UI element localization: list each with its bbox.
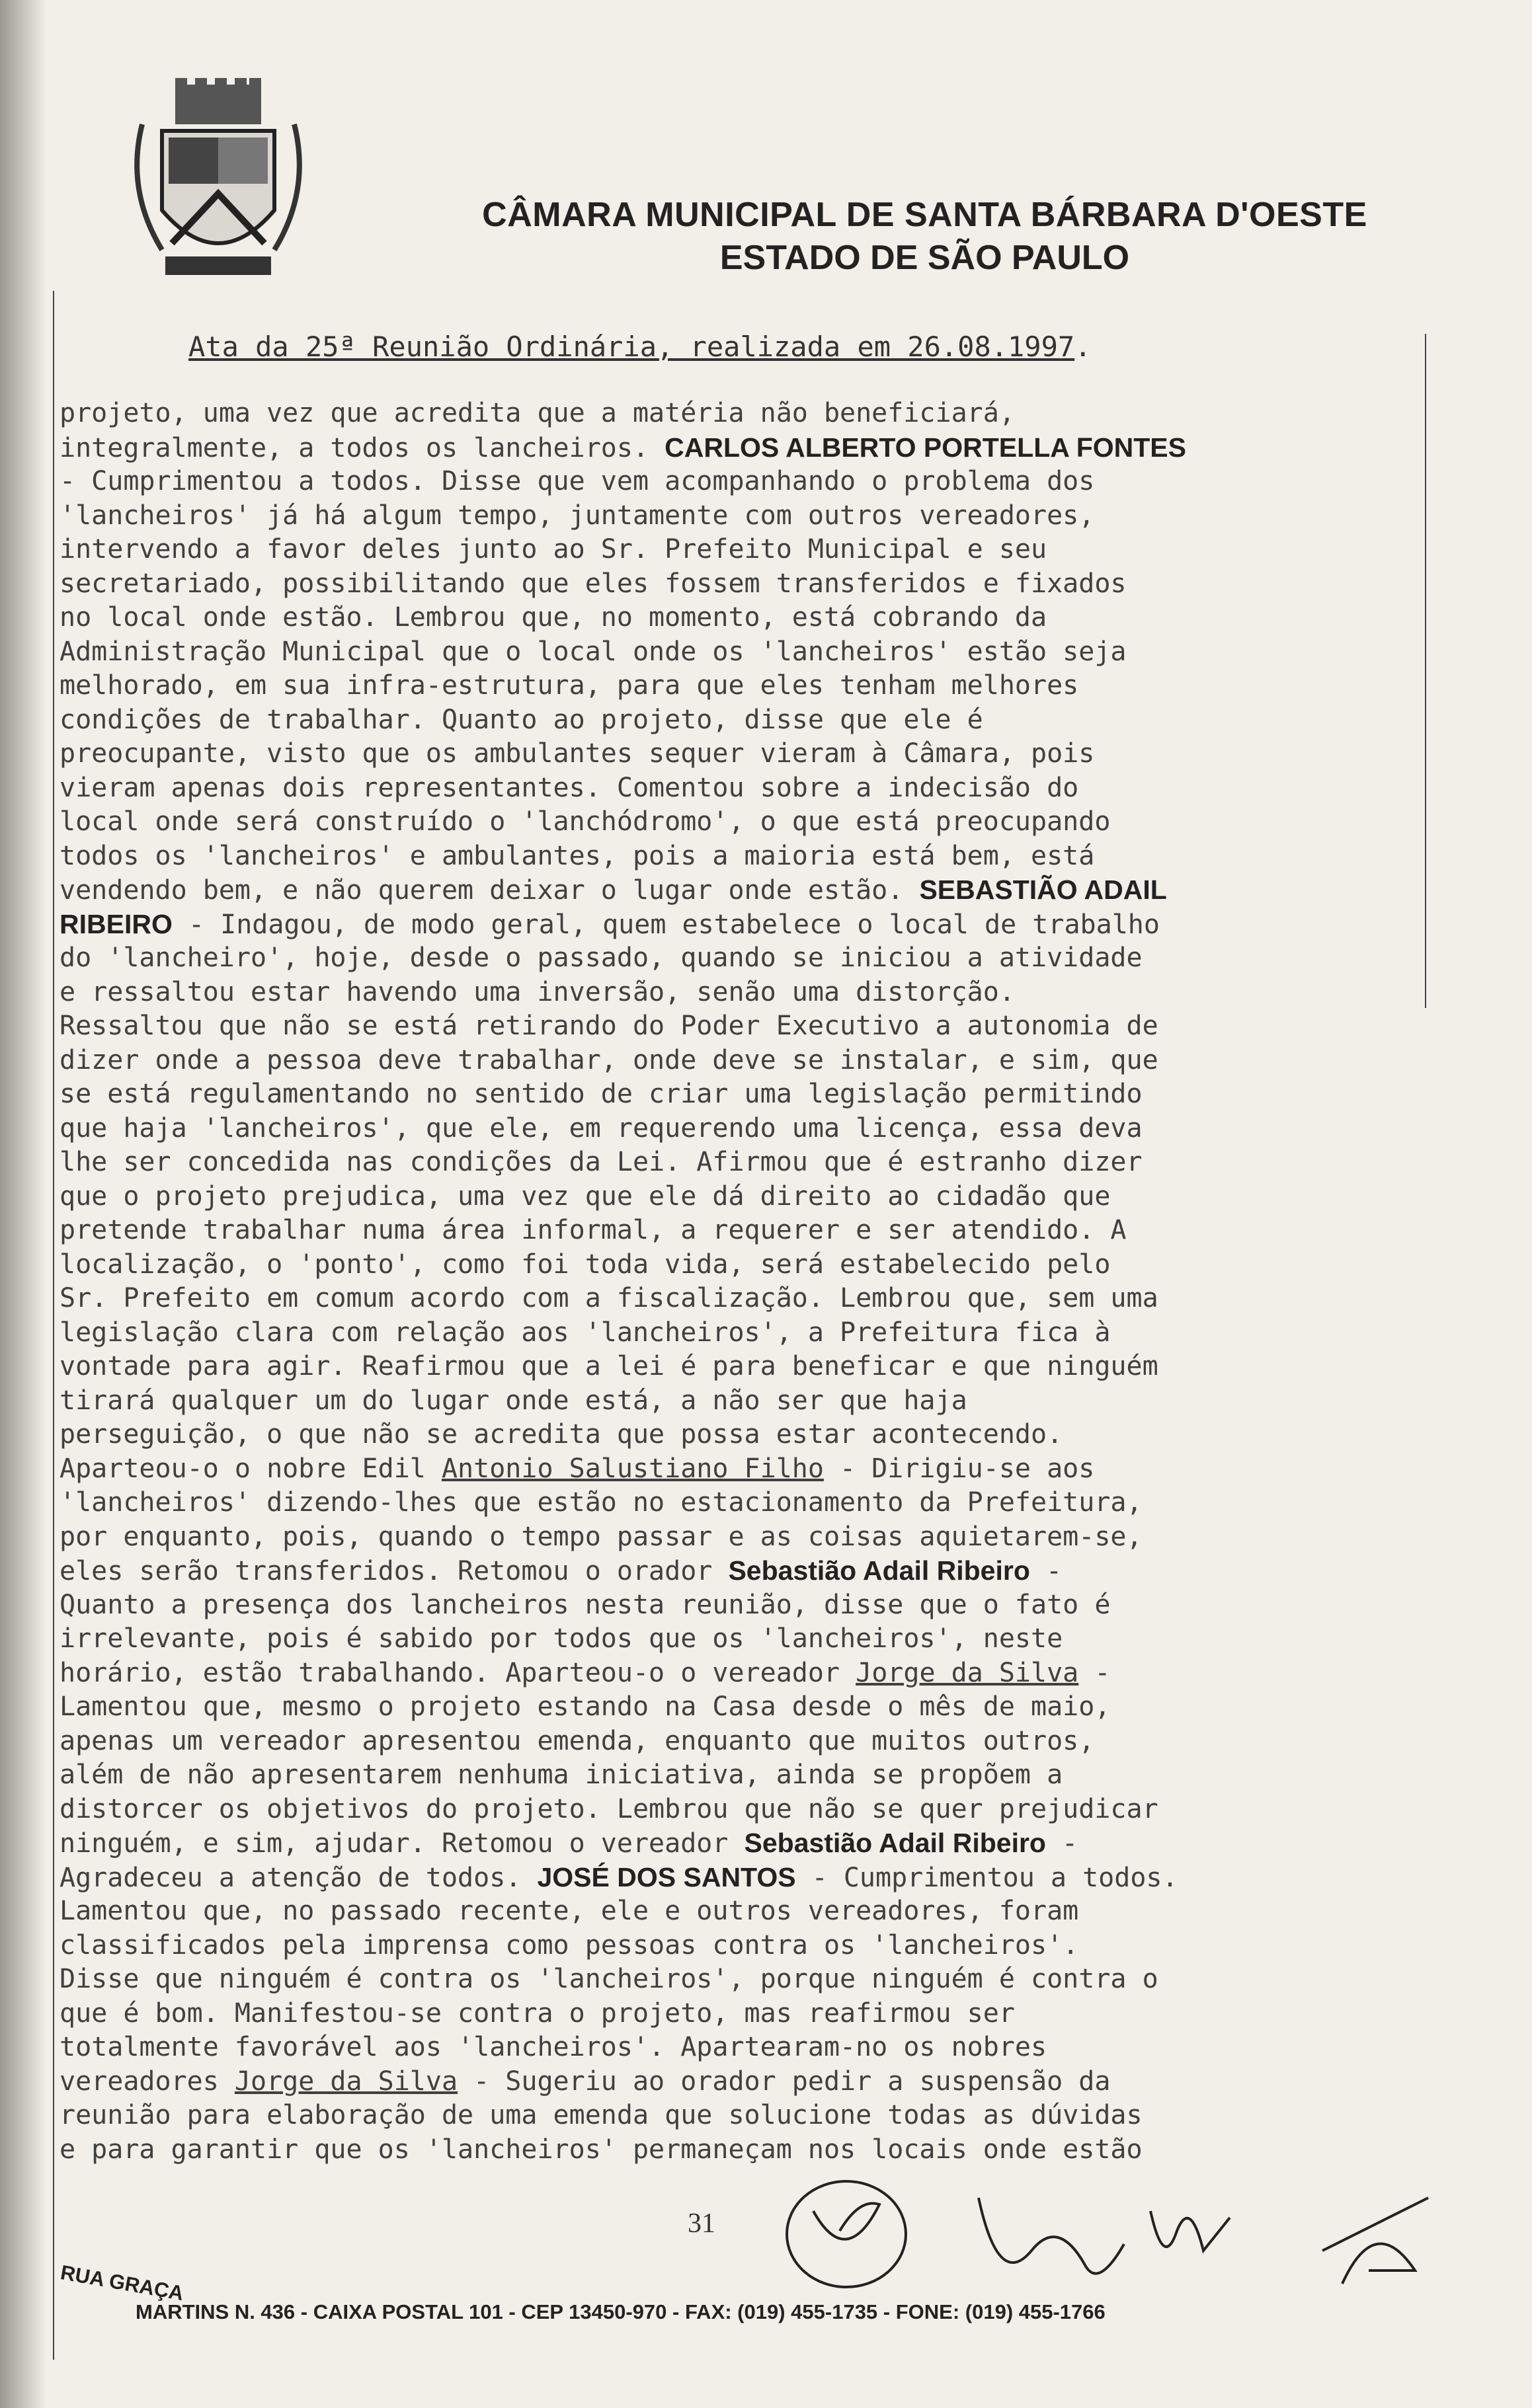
text-segment: Lamentou que, mesmo o projeto estando na Casa desde o mês de maio,	[60, 1691, 1111, 1722]
speaker-name: CARLOS ALBERTO PORTELLA FONTES	[665, 432, 1186, 463]
text-line	[60, 1180, 1422, 1214]
text-segment: condições de trabalhar. Quanto ao projeto, disse que ele é	[60, 704, 983, 735]
text-line	[60, 499, 1422, 533]
page-number: 31	[688, 2208, 715, 2239]
text-segment: eles serão transferidos. Retomou o orador	[60, 1556, 729, 1586]
speaker-name: Jorge da Silva	[856, 1657, 1079, 1688]
text-segment: dizer onde a pessoa deve trabalhar, onde deve se instalar, e sim, que	[60, 1044, 1158, 1075]
address-footer	[58, 2261, 1517, 2340]
text-segment: pretende trabalhar numa área informal, a requerer e ser atendido. A	[60, 1215, 1127, 1245]
text-line	[60, 1316, 1422, 1350]
text-segment: Agradeceu a atenção de todos.	[60, 1862, 538, 1893]
text-segment: - Cumprimentou a todos. Disse que vem acompanhando o problema dos	[60, 466, 1095, 496]
text-line	[60, 1350, 1422, 1384]
text-line	[60, 1690, 1422, 1725]
text-line	[60, 2031, 1422, 2065]
text-segment: vendendo bem, e não querem deixar o lugar onde estão.	[60, 875, 920, 906]
text-segment: local onde será construído o 'lanchódromo', o que está preocupando	[60, 806, 1111, 837]
text-line	[60, 1214, 1422, 1248]
text-line	[60, 1418, 1422, 1452]
text-segment: integralmente, a todos os lancheiros.	[60, 432, 665, 463]
text-segment: -	[1045, 1828, 1078, 1859]
text-segment: projeto, uma vez que acredita que a matéria não beneficiará,	[60, 398, 1015, 428]
text-segment: irrelevante, pois é sabido por todos que os 'lancheiros', neste	[60, 1623, 1063, 1654]
text-line	[60, 601, 1422, 635]
text-line	[60, 908, 1422, 942]
text-line	[60, 1656, 1422, 1691]
text-line	[60, 1622, 1422, 1656]
text-line	[60, 1452, 1422, 1487]
text-segment: legislação clara com relação aos 'lancheiros', a Prefeitura fica à	[60, 1317, 1111, 1348]
text-segment: Quanto a presença dos lancheiros nesta reunião, disse que o fato é	[60, 1589, 1111, 1620]
text-segment: Ressaltou que não se está retirando do Poder Executivo a autonomia de	[60, 1011, 1158, 1041]
text-segment: lhe ser concedida nas condições da Lei. Afirmou que é estranho dizer	[60, 1147, 1143, 1177]
text-line	[60, 669, 1422, 703]
speaker-name: RIBEIRO	[60, 908, 173, 939]
text-segment: - Indagou, de modo geral, quem estabelece o local de trabalho	[172, 909, 1160, 940]
text-line	[60, 1793, 1422, 1827]
text-segment: vontade para agir. Reafirmou que a lei é para beneficar e que ninguém	[60, 1351, 1158, 1381]
institution-name: CÂMARA MUNICIPAL DE SANTA BÁRBARA D'OESTE	[482, 196, 1367, 234]
speaker-name: Sebastião Adail Ribeiro	[744, 1828, 1046, 1858]
text-line	[60, 1861, 1422, 1895]
minutes-body	[60, 397, 1422, 2167]
text-line	[60, 941, 1422, 976]
text-line	[60, 2099, 1422, 2133]
minutes-heading	[188, 330, 1091, 363]
text-segment: distorcer os objetivos do projeto. Lembrou que não se quer prejudicar	[60, 1793, 1158, 1824]
text-line	[60, 1588, 1422, 1623]
text-segment: Aparteou-o o nobre Edil	[60, 1453, 442, 1484]
text-segment: -	[1078, 1657, 1111, 1688]
text-segment: - Dirigiu-se aos	[823, 1453, 1095, 1484]
text-line	[60, 1725, 1422, 1759]
text-segment: Disse que ninguém é contra os 'lancheiros', porque ninguém é contra o	[60, 1964, 1158, 1994]
text-segment: 'lancheiros' dizendo-lhes que estão no estacionamento da Prefeitura,	[60, 1487, 1143, 1518]
text-segment: perseguição, o que não se acredita que possa estar acontecendo.	[60, 1419, 1063, 1450]
text-line	[60, 635, 1422, 670]
text-line	[60, 1248, 1422, 1282]
speaker-name: SEBASTIÃO ADAIL	[919, 874, 1167, 905]
speaker-name: Antonio Salustiano Filho	[441, 1453, 824, 1484]
text-segment: classificados pela imprensa como pessoas contra os 'lancheiros'.	[60, 1929, 1079, 1961]
right-margin-rule	[1425, 334, 1426, 1008]
text-line	[60, 873, 1422, 908]
text-segment: localização, o 'ponto', como foi toda vida, será estabelecido pelo	[60, 1249, 1111, 1280]
text-segment: todos os 'lancheiros' e ambulantes, pois a maioria está bem, está	[60, 840, 1095, 871]
text-segment: reunião para elaboração de uma emenda que solucione todas as dúvidas	[60, 2100, 1143, 2130]
text-line	[60, 1486, 1422, 1520]
text-segment: vereadores	[60, 2066, 235, 2097]
scanned-page-edge	[0, 0, 46, 2408]
text-segment: que é bom. Manifestou-se contra o projeto, mas reafirmou ser	[60, 1998, 1015, 2029]
text-line	[60, 805, 1422, 839]
speaker-name: JOSÉ DOS SANTOS	[537, 1861, 796, 1892]
text-segment: - Cumprimentou a todos.	[795, 1862, 1178, 1893]
text-line	[60, 1077, 1422, 1112]
text-line	[60, 2133, 1422, 2167]
text-segment: além de não apresentarem nenhuma iniciativa, ainda se propõem a	[60, 1760, 1063, 1790]
text-line	[60, 1282, 1422, 1316]
text-segment: se está regulamentando no sentido de criar uma legislação permitindo	[60, 1079, 1143, 1109]
footer-contact: MARTINS N. 436 - CAIXA POSTAL 101 - CEP 13450-970 - FAX: (019) 455-1735 - FONE: (019) 455-1766	[136, 2300, 1106, 2323]
text-line	[60, 1826, 1422, 1861]
text-segment: totalmente favorável aos 'lancheiros'. Apartearam-no os nobres	[60, 2032, 1047, 2062]
minutes-title-period: .	[1074, 330, 1092, 363]
text-line	[60, 533, 1422, 567]
text-line	[60, 1997, 1422, 2031]
text-segment: que haja 'lancheiros', que ele, em requerendo uma licença, essa deva	[60, 1112, 1143, 1144]
text-line	[60, 771, 1422, 806]
text-segment: intervendo a favor deles junto ao Sr. Prefeito Municipal e seu	[60, 534, 1047, 564]
text-line	[60, 976, 1422, 1010]
text-segment: no local onde estão. Lembrou que, no momento, está cobrando da	[60, 602, 1047, 633]
text-segment: vieram apenas dois representantes. Comentou sobre a indecisão do	[60, 772, 1079, 803]
text-segment: 'lancheiros' já há algum tempo, juntamente com outros vereadores,	[60, 500, 1095, 531]
text-segment: Sr. Prefeito em comum acordo com a fiscalização. Lembrou que, sem uma	[60, 1283, 1158, 1313]
text-line	[60, 1929, 1422, 1963]
text-line	[60, 1146, 1422, 1180]
minutes-title: Ata da 25ª Reunião Ordinária, realizada em 26.08.1997	[188, 330, 1075, 363]
text-segment: Lamentou que, no passado recente, ele e outros vereadores, foram	[60, 1896, 1079, 1926]
text-line	[60, 2065, 1422, 2099]
text-line	[60, 1894, 1422, 1929]
text-line	[60, 1962, 1422, 1997]
text-segment: e ressaltou estar havendo uma inversão, senão uma distorção.	[60, 976, 1015, 1007]
text-line	[60, 397, 1422, 431]
state-name: ESTADO DE SÃO PAULO	[719, 239, 1130, 277]
text-segment: Administração Municipal que o local onde os 'lancheiros' estão seja	[60, 636, 1127, 667]
text-line	[60, 1758, 1422, 1793]
speaker-name: Jorge da Silva	[234, 2066, 458, 2097]
text-segment: tirará qualquer um do lugar onde está, a não ser que haja	[60, 1385, 967, 1416]
text-line	[60, 1112, 1422, 1146]
text-line	[60, 431, 1422, 465]
text-line	[60, 737, 1422, 771]
text-segment: ninguém, e sim, ajudar. Retomou o vereador	[60, 1828, 745, 1859]
text-line	[60, 703, 1422, 738]
speaker-name: Sebastião Adail Ribeiro	[728, 1555, 1030, 1586]
text-line	[60, 1520, 1422, 1555]
left-margin-rule	[53, 291, 54, 2360]
text-segment: por enquanto, pois, quando o tempo passar e as coisas aquietarem-se,	[60, 1521, 1143, 1552]
text-segment: -	[1029, 1556, 1063, 1586]
text-line	[60, 465, 1422, 499]
text-segment: apenas um vereador apresentou emenda, enquanto que muitos outros,	[60, 1725, 1095, 1756]
text-line	[60, 1044, 1422, 1078]
text-line	[60, 1009, 1422, 1044]
text-segment: preocupante, visto que os ambulantes sequer vieram à Câmara, pois	[60, 738, 1095, 769]
text-line	[60, 839, 1422, 874]
text-line	[60, 1384, 1422, 1418]
text-segment: horário, estão trabalhando. Aparteou-o o vereador	[60, 1657, 856, 1688]
footer-street: RUA GRAÇA	[58, 2261, 186, 2306]
text-line	[60, 1554, 1422, 1588]
text-segment: secretariado, possibilitando que eles fossem transferidos e fixados	[60, 568, 1127, 599]
text-segment: que o projeto prejudica, uma vez que ele dá direito ao cidadão que	[60, 1181, 1111, 1212]
text-segment: do 'lancheiro', hoje, desde o passado, quando se iniciou a atividade	[60, 943, 1143, 973]
text-line	[60, 567, 1422, 602]
text-segment: melhorado, em sua infra-estrutura, para que eles tenham melhores	[60, 670, 1079, 701]
text-segment: - Sugeriu ao orador pedir a suspensão da	[458, 2066, 1111, 2097]
text-segment: e para garantir que os 'lancheiros' permaneçam nos locais onde estão	[60, 2134, 1143, 2165]
